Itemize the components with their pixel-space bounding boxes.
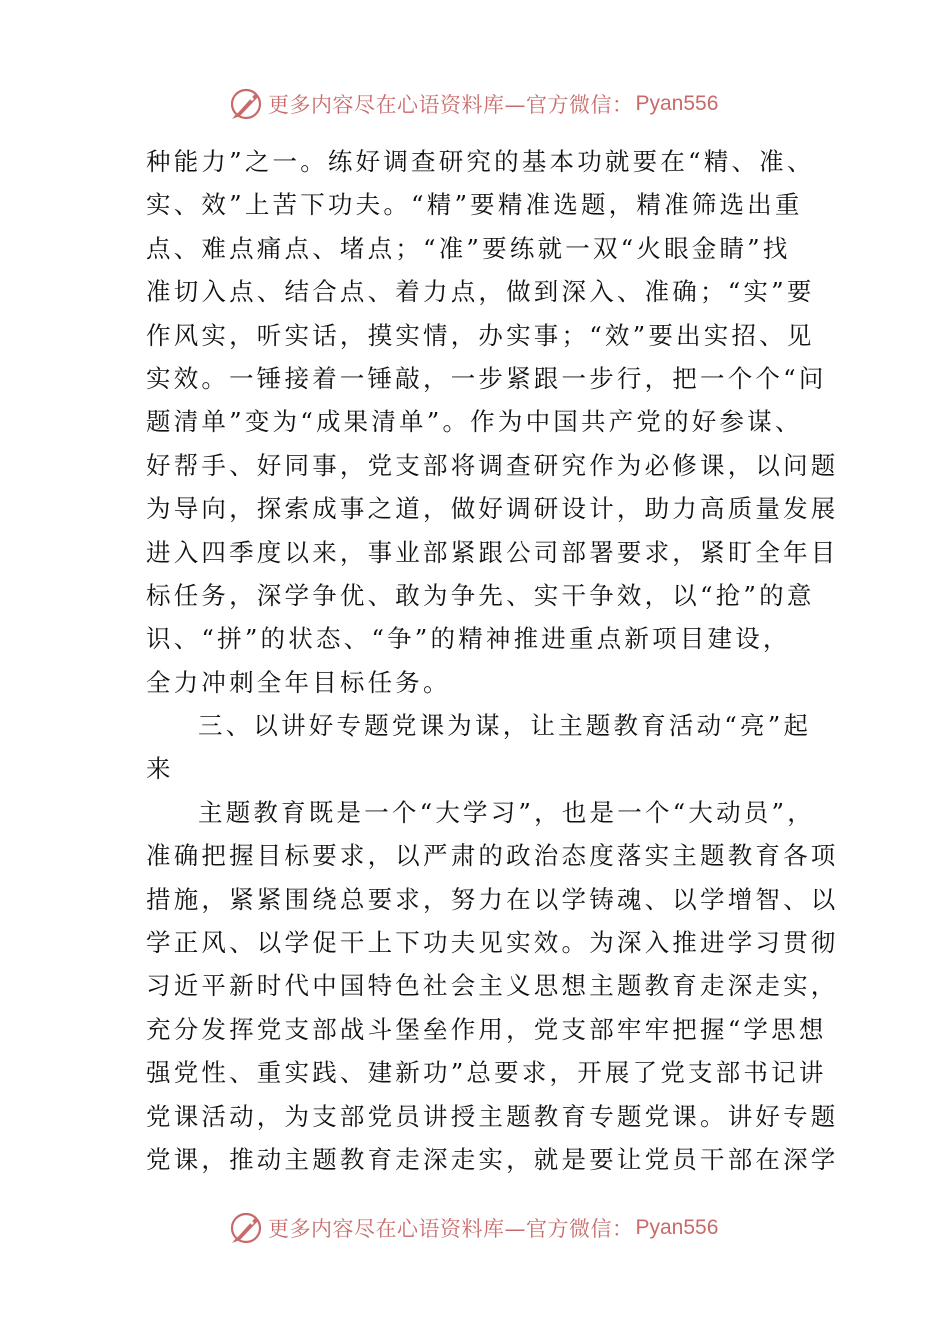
text-line: 强党性、重实践、建新功”总要求，开展了党支部书记讲	[146, 1058, 827, 1088]
text-line: 标任务，深学争优、敢为争先、实干争效，以“抢”的意	[146, 580, 815, 610]
text-line: 习近平新时代中国特色社会主义思想主题教育走深走实，	[146, 971, 839, 1001]
text-line: 措施，紧紧围绕总要求，努力在以学铸魂、以学增智、以	[146, 884, 839, 914]
section-heading: 三、以讲好专题党课为谋，让主题教育活动“亮”起	[198, 711, 812, 741]
text-line: 准切入点、结合点、着力点，做到深入、准确；“实”要	[146, 277, 815, 307]
text-line: 党课，推动主题教育走深走实，就是要让党员干部在深学	[146, 1144, 839, 1174]
document-body	[146, 140, 839, 1181]
text-line: 全力冲刺全年目标任务。	[146, 667, 451, 697]
pen-nib-logo-icon	[228, 86, 264, 122]
section-heading-continued: 来	[146, 754, 174, 784]
text-line: 种能力”之一。练好调查研究的基本功就要在“精、准、	[146, 147, 815, 176]
text-line: 题清单”变为“成果清单”。作为中国共产党的好参谋、	[146, 407, 803, 437]
pen-nib-logo-icon	[228, 1210, 264, 1246]
watermark-text: 更多内容尽在心语资料库—官方微信：	[268, 1217, 634, 1241]
text-line: 学正风、以学促干上下功夫见实效。为深入推进学习贯彻	[146, 928, 839, 958]
text-line: 为导向，探索成事之道，做好调研设计，助力高质量发展	[146, 494, 839, 524]
footer-watermark-banner	[228, 1208, 718, 1248]
text-line: 好帮手、好同事，党支部将调查研究作为必修课，以问题	[146, 450, 839, 480]
header-watermark-banner	[228, 84, 718, 124]
text-line: 点、难点痛点、堵点；“准”要练就一双“火眼金睛”找	[146, 233, 791, 263]
text-line: 识、“拼”的状态、“争”的精神推进重点新项目建设，	[146, 624, 791, 654]
text-line: 实、效”上苦下功夫。“精”要精准选题，精准筛选出重	[146, 190, 803, 220]
paragraph-start: 主题教育既是一个“大学习”，也是一个“大动员”，	[198, 797, 815, 827]
text-line: 进入四季度以来，事业部紧跟公司部署要求，紧盯全年目	[146, 537, 839, 567]
wechat-id: Pyan556	[635, 1216, 719, 1239]
text-line: 实效。一锤接着一锤敲，一步紧跟一步行，把一个个“问	[146, 363, 827, 393]
text-line: 准确把握目标要求，以严肃的政治态度落实主题教育各项	[146, 841, 839, 871]
text-line: 作风实，听实话，摸实情，办实事；“效”要出实招、见	[146, 320, 815, 350]
watermark-text: 更多内容尽在心语资料库—官方微信：	[268, 93, 634, 117]
text-line: 党课活动，为支部党员讲授主题教育专题党课。讲好专题	[146, 1101, 839, 1131]
text-line: 充分发挥党支部战斗堡垒作用，党支部牢牢把握“学思想	[146, 1014, 827, 1044]
wechat-id: Pyan556	[635, 92, 719, 115]
